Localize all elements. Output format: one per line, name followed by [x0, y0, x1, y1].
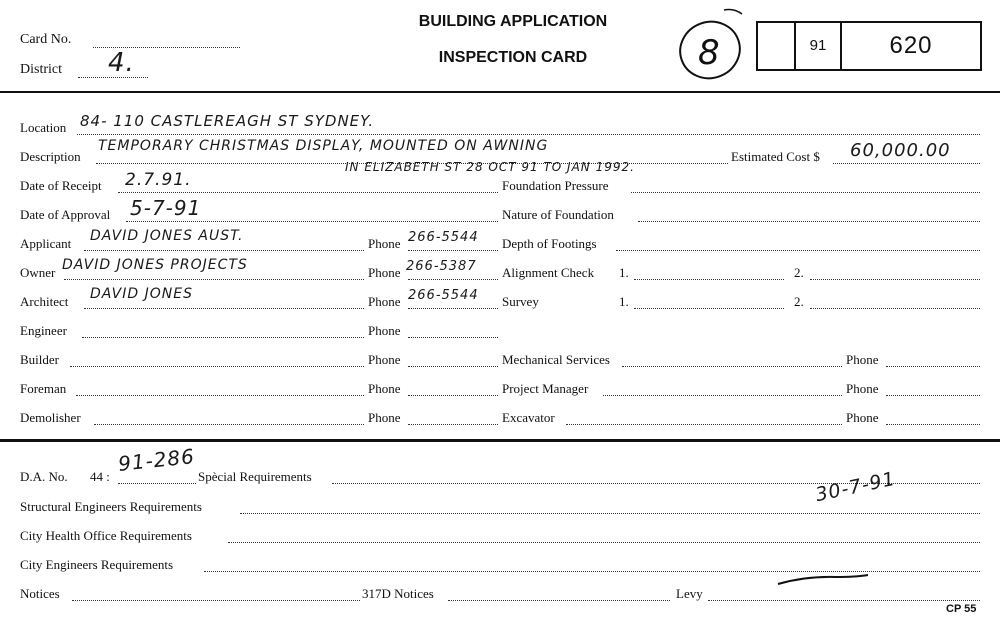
builder-phone-field[interactable] — [408, 366, 498, 367]
excavator-label: Excavator — [502, 410, 555, 425]
foreman-phone-label: Phone — [368, 381, 401, 396]
notices-317d-field[interactable] — [448, 600, 670, 601]
levy-field[interactable] — [708, 600, 980, 601]
depth-of-footings-label: Depth of Footings — [502, 236, 597, 251]
demolisher-field[interactable] — [94, 424, 364, 425]
project-manager-label: Project Manager — [502, 381, 589, 396]
foreman-label: Foreman — [20, 381, 67, 396]
mechanical-services-phone-label: Phone — [846, 352, 879, 367]
architect-value: DAVID JONES — [90, 286, 193, 302]
card-no-label: Card No. — [20, 32, 72, 47]
special-requirements-label: Spècial Requirements — [198, 469, 312, 484]
architect-field[interactable] — [84, 308, 364, 309]
applicant-label: Applicant — [20, 236, 72, 251]
nature-of-foundation-label: Nature of Foundation — [502, 207, 614, 222]
city-health-office-field[interactable] — [228, 542, 980, 543]
builder-field[interactable] — [70, 366, 364, 367]
form-title-line1: BUILDING APPLICATION — [418, 13, 608, 30]
location-field[interactable] — [77, 134, 980, 135]
alignment-check-2-label: 2. — [794, 265, 804, 280]
date-of-approval-field[interactable] — [126, 221, 498, 222]
notices-label: Notices — [20, 586, 60, 601]
location-value: 84- 110 CASTLEREAGH ST SYDNEY. — [80, 112, 375, 130]
demolisher-label: Demolisher — [20, 410, 81, 425]
owner-field[interactable] — [64, 279, 364, 280]
estimated-cost-value: 60,000.00 — [850, 140, 951, 161]
location-label: Location — [20, 120, 67, 135]
demolisher-phone-label: Phone — [368, 410, 401, 425]
da-no-label: D.A. No. — [20, 469, 68, 484]
structural-date-value: 30-7-91 — [813, 467, 898, 507]
builder-phone-label: Phone — [368, 352, 401, 367]
structural-engineers-label: Structural Engineers Requirements — [20, 499, 202, 514]
district-value: 4. — [108, 48, 135, 78]
form-code: CP 55 — [946, 603, 977, 615]
applicant-phone-label: Phone — [368, 236, 401, 251]
mechanical-services-field[interactable] — [622, 366, 842, 367]
mechanical-services-label: Mechanical Services — [502, 352, 610, 367]
nature-of-foundation-field[interactable] — [638, 221, 980, 222]
alignment-check-1-field[interactable] — [634, 279, 784, 280]
survey-1-label: 1. — [619, 294, 629, 309]
survey-1-field[interactable] — [634, 308, 784, 309]
city-health-office-label: City Health Office Requirements — [20, 528, 192, 543]
architect-phone-value: 266-5544 — [408, 288, 479, 303]
date-of-approval-label: Date of Approval — [20, 207, 111, 222]
architect-phone-label: Phone — [368, 294, 401, 309]
architect-phone-field[interactable] — [408, 308, 498, 309]
mechanical-services-phone-field[interactable] — [886, 366, 980, 367]
project-manager-phone-field[interactable] — [886, 395, 980, 396]
owner-value: DAVID JONES PROJECTS — [62, 257, 248, 273]
builder-label: Builder — [20, 352, 59, 367]
engineer-label: Engineer — [20, 323, 67, 338]
foundation-pressure-label: Foundation Pressure — [502, 178, 609, 193]
owner-phone-value: 266-5387 — [406, 259, 477, 274]
da-no-prefix: 44 : — [90, 469, 110, 484]
district-label: District — [20, 62, 62, 77]
foundation-pressure-field[interactable] — [631, 192, 980, 193]
owner-phone-field[interactable] — [408, 279, 498, 280]
excavator-field[interactable] — [566, 424, 842, 425]
alignment-check-2-field[interactable] — [810, 279, 980, 280]
owner-label: Owner — [20, 265, 56, 280]
excavator-phone-field[interactable] — [886, 424, 980, 425]
circled-number: 8 — [698, 33, 720, 73]
description-value-line2: IN ELIZABETH ST 28 OCT 91 TO JAN 1992. — [345, 160, 635, 174]
depth-of-footings-field[interactable] — [616, 250, 980, 251]
card-number-box — [756, 21, 982, 71]
architect-label: Architect — [20, 294, 69, 309]
applicant-field[interactable] — [84, 250, 364, 251]
date-of-receipt-label: Date of Receipt — [20, 178, 102, 193]
levy-label: Levy — [676, 586, 703, 601]
excavator-phone-label: Phone — [846, 410, 879, 425]
section-divider — [0, 439, 1000, 442]
project-manager-phone-label: Phone — [846, 381, 879, 396]
engineer-phone-field[interactable] — [408, 337, 498, 338]
description-label: Description — [20, 149, 81, 164]
da-no-field[interactable] — [118, 483, 196, 484]
engineer-field[interactable] — [82, 337, 364, 338]
survey-label: Survey — [502, 294, 539, 309]
structural-engineers-field[interactable] — [240, 513, 980, 514]
form-title-line2: INSPECTION CARD — [438, 49, 588, 66]
applicant-value: DAVID JONES AUST. — [90, 228, 244, 244]
demolisher-phone-field[interactable] — [408, 424, 498, 425]
da-no-value: 91-286 — [116, 444, 196, 476]
estimated-cost-label: Estimated Cost $ — [731, 149, 820, 164]
card-number-large: 620 — [889, 32, 933, 59]
alignment-check-1-label: 1. — [619, 265, 629, 280]
applicant-phone-value: 266-5544 — [408, 230, 479, 245]
header-divider — [0, 91, 1000, 93]
applicant-phone-field[interactable] — [408, 250, 498, 251]
foreman-field[interactable] — [76, 395, 364, 396]
card-number-small: 91 — [809, 37, 827, 54]
survey-2-field[interactable] — [810, 308, 980, 309]
date-of-receipt-value: 2.7.91. — [125, 170, 192, 190]
estimated-cost-field[interactable] — [833, 163, 980, 164]
date-of-approval-value: 5-7-91 — [130, 196, 202, 220]
foreman-phone-field[interactable] — [408, 395, 498, 396]
description-value: TEMPORARY CHRISTMAS DISPLAY, MOUNTED ON AWNING — [98, 138, 549, 154]
notices-field[interactable] — [72, 600, 360, 601]
owner-phone-label: Phone — [368, 265, 401, 280]
notices-317d-label: 317D Notices — [362, 586, 434, 601]
city-engineers-label: City Engineers Requirements — [20, 557, 174, 572]
levy-signature-mark — [776, 570, 872, 590]
survey-2-label: 2. — [794, 294, 804, 309]
engineer-phone-label: Phone — [368, 323, 401, 338]
circled-number-stamp — [668, 6, 752, 90]
project-manager-field[interactable] — [603, 395, 842, 396]
alignment-check-label: Alignment Check — [502, 265, 595, 280]
date-of-receipt-field[interactable] — [118, 192, 498, 193]
